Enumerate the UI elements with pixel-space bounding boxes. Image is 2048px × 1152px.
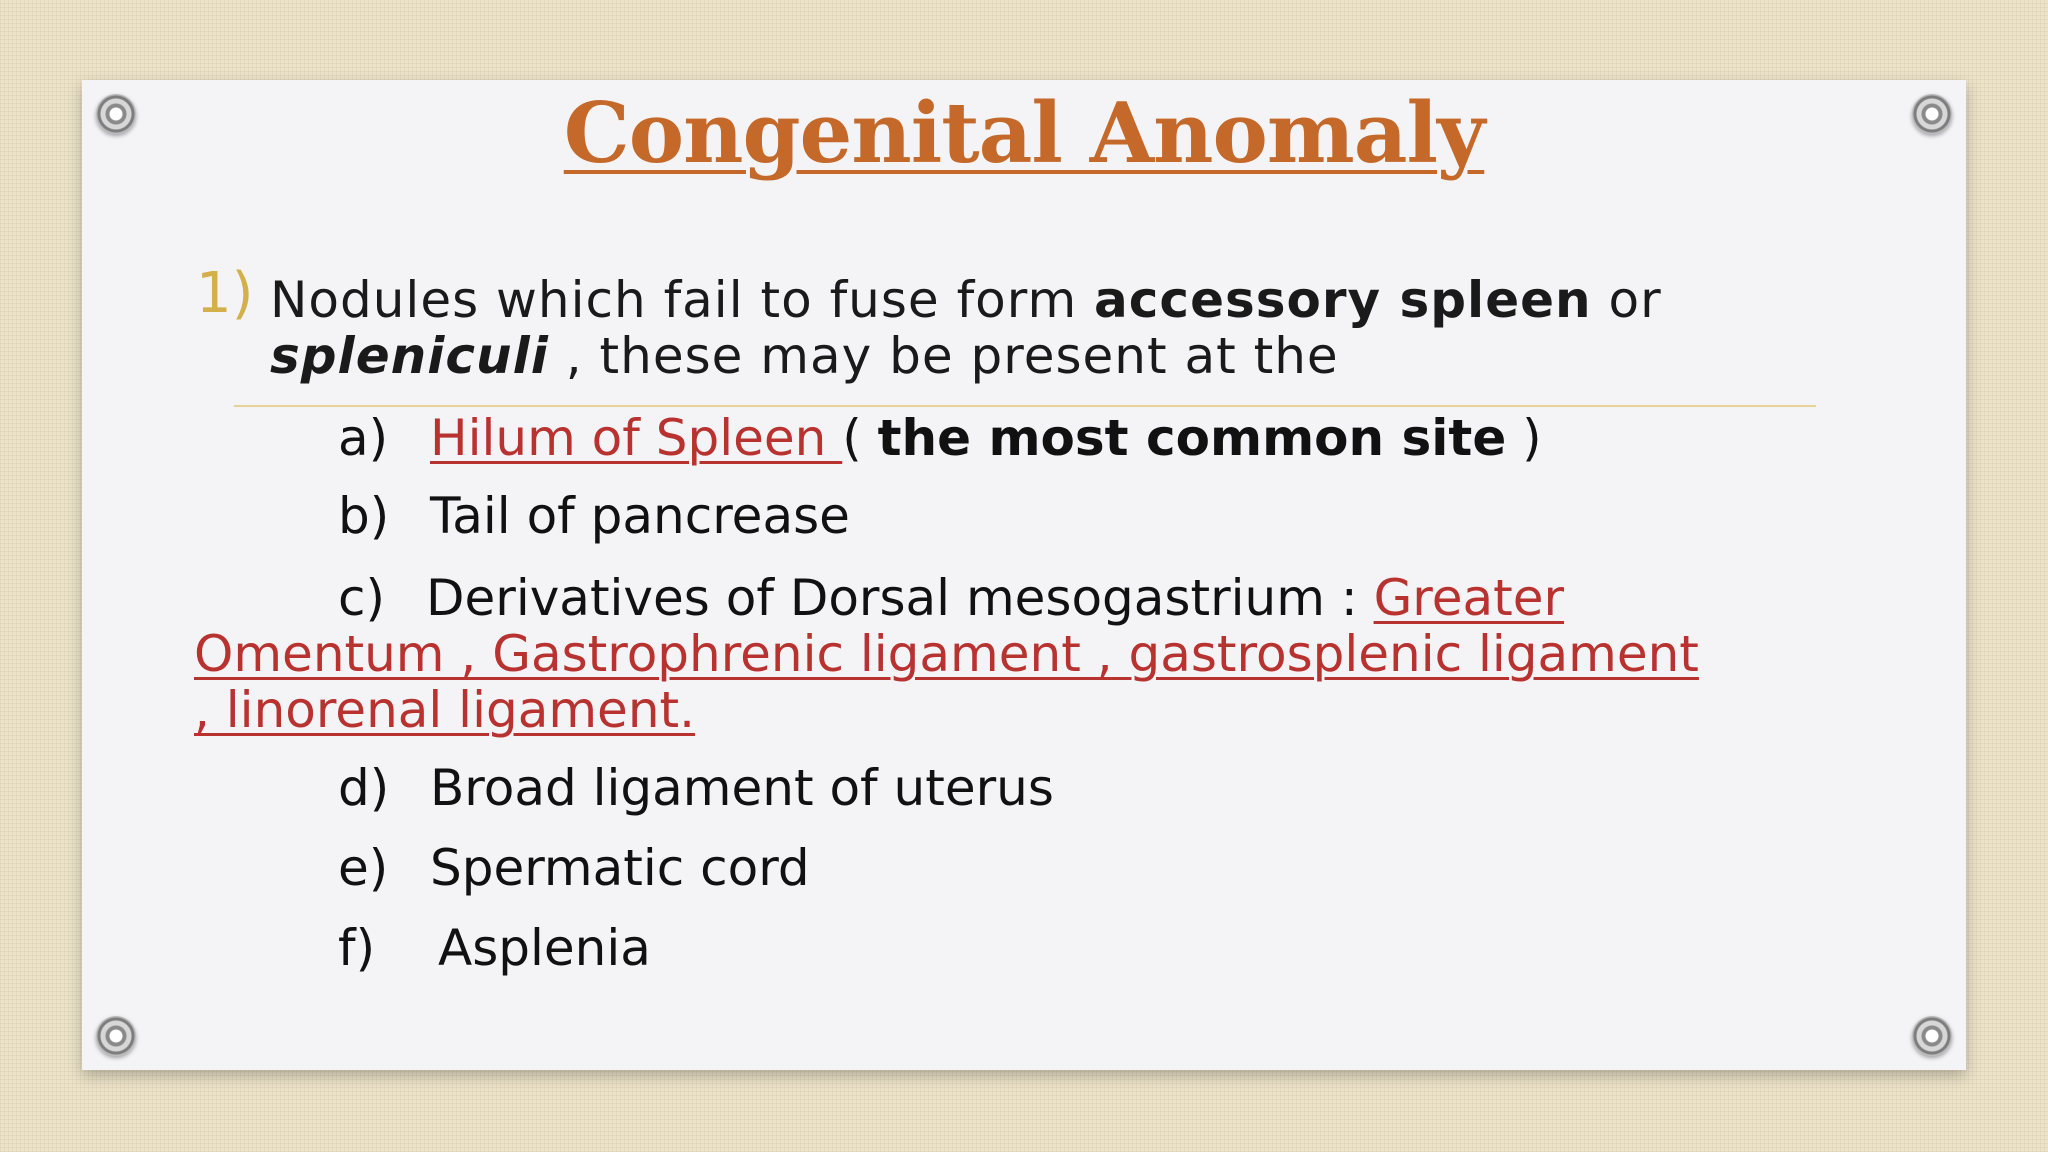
hilum-link[interactable]: Hilum of Spleen: [430, 409, 843, 467]
rivet-bottom-left-icon: [96, 1016, 136, 1056]
divider-line: [234, 405, 1816, 407]
list-item-f: [338, 920, 651, 976]
paren-open: (: [842, 409, 878, 467]
list-item-c: [194, 570, 1794, 738]
spleniculi-term: spleniculi: [270, 327, 549, 385]
intro-text-3: , these may be present at the: [548, 327, 1339, 385]
item-text: Spermatic cord: [430, 839, 810, 897]
point-number: 1): [196, 261, 254, 326]
item-label: a): [338, 409, 389, 467]
item-label: e): [338, 839, 389, 897]
intro-text-1: Nodules which fail to fuse form: [270, 271, 1095, 329]
intro-text-2: or: [1591, 271, 1662, 329]
intro-paragraph: [270, 272, 1770, 384]
accessory-spleen-term: accessory spleen: [1094, 271, 1592, 329]
paren-close: ): [1506, 409, 1542, 467]
most-common-site: the most common site: [877, 409, 1507, 467]
rivet-bottom-right-icon: [1912, 1016, 1952, 1056]
item-text: Derivatives of Dorsal mesogastrium :: [426, 569, 1374, 627]
ligaments-link[interactable]: Omentum , Gastrophrenic ligament , gastrosplenic ligament: [194, 625, 1699, 683]
item-label: d): [338, 759, 390, 817]
list-item-d: [338, 760, 1054, 816]
linorenal-link[interactable]: , linorenal ligament.: [194, 681, 696, 739]
item-label: c): [338, 569, 385, 627]
list-item-a: [338, 410, 1542, 466]
greater-omentum-link[interactable]: Greater: [1373, 569, 1565, 627]
item-label: f): [338, 919, 376, 977]
slide-title: Congenital Anomaly: [563, 84, 1485, 182]
item-text: Tail of pancrease: [430, 487, 850, 545]
item-text: Broad ligament of uterus: [430, 759, 1054, 817]
list-item-e: [338, 840, 810, 896]
item-text: Asplenia: [438, 919, 651, 977]
list-item-b: [338, 488, 850, 544]
item-label: b): [338, 487, 390, 545]
